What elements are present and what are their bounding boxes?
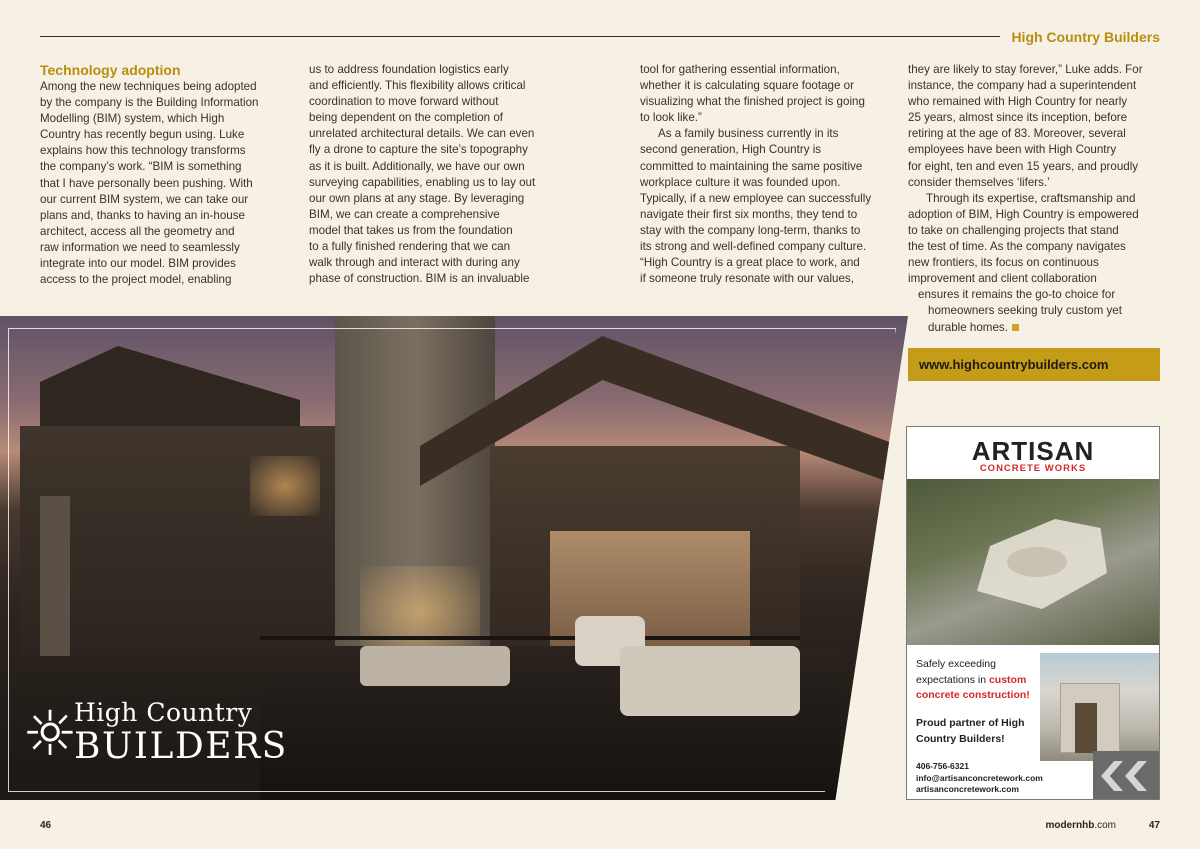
text-line: architect, access all the geometry and: [40, 224, 235, 238]
header-rule: [40, 36, 1000, 37]
company-logo: [14, 688, 288, 780]
ad-tagline: [916, 657, 1041, 704]
text-line: and efficiently. This flexibility allows critical: [309, 79, 526, 93]
text-line: as it is built. Additionally, we have our own: [309, 159, 525, 173]
column-2-text: [309, 62, 561, 287]
text-line: being dependent on the completion of: [309, 111, 504, 125]
header-brand: High Country Builders: [1011, 29, 1160, 45]
text-line: BIM, we can create a comprehensive: [309, 207, 500, 221]
ad-phone: 406-756-6321: [916, 761, 969, 771]
article-column-1: [40, 62, 292, 288]
chevron-left-icon: [1101, 761, 1123, 791]
artisan-ad[interactable]: [906, 426, 1160, 800]
site-bold: modernhb: [1045, 820, 1095, 831]
column-4-text-a: [908, 62, 1160, 191]
wooden-door: [1075, 703, 1097, 753]
text-line: us to address foundation logistics early: [309, 63, 509, 76]
ad-email: info@artisanconcretework.com: [916, 772, 1043, 783]
article-column-4: [908, 62, 1160, 336]
text-line: unrelated architectural details. We can even: [309, 127, 535, 141]
text-line: 25 years, almost since its inception, before: [908, 111, 1128, 125]
text-line: stay with the company long-term, thanks to: [640, 223, 861, 237]
text-line: retiring at the age of 83. Moreover, several: [908, 127, 1126, 141]
concrete-pool: [1007, 547, 1067, 577]
end-square-icon: [1012, 324, 1019, 331]
footer-site: [1045, 820, 1116, 831]
text-line: phase of construction. BIM is an invaluable: [309, 272, 530, 286]
article-column-2: [309, 62, 561, 287]
ram-emblem-icon: ☼: [22, 697, 78, 770]
text-line: adoption of BIM, High Country is empowered: [908, 207, 1139, 221]
text-line: visualizing what the finished project is going: [640, 95, 865, 109]
ad-subtitle: CONCRETE WORKS: [979, 463, 1087, 474]
text-line: our own plans at any stage. By leveraging: [309, 191, 525, 205]
text-line: improvement and client collaboration: [908, 272, 1097, 286]
text-line: our current BIM system, we can take our: [40, 192, 249, 206]
text-line: model that takes us from the foundation: [309, 223, 513, 237]
chevron-graphic-icon: [1093, 751, 1160, 800]
ad-title: ARTISAN: [971, 436, 1095, 466]
text-line: access to the project model, enabling: [40, 273, 232, 287]
text-line: instance, the company had a superintendent: [908, 79, 1137, 93]
section-heading: Technology adoption: [40, 62, 181, 78]
text-line: its strong and well-defined company culture.: [640, 240, 867, 254]
logo-line-1: High Country: [74, 698, 253, 727]
text-line: explains how this technology transforms: [40, 144, 246, 158]
text-line: by the company is the Building Information: [40, 96, 259, 110]
text-line: they are likely to stay forever,” Luke adds. For: [908, 63, 1143, 76]
text-line: the company’s work. “BIM is something: [40, 160, 242, 174]
text-line: homeowners seeking truly custom yet: [928, 304, 1122, 318]
text-line: consider themselves ‘lifers.’: [908, 175, 1050, 189]
text-line: whether it is calculating square footage or: [640, 79, 854, 93]
text-line: who remained with High Country for nearly: [908, 95, 1128, 109]
ad-website: artisanconcretework.com: [916, 784, 1019, 794]
ad-tagline-red: custom concrete construction!: [916, 673, 1030, 701]
text-line: raw information we need to seamlessly: [40, 240, 240, 254]
text-line: to look like.”: [640, 111, 702, 125]
column-3-text-a: [640, 62, 892, 126]
text-line: Country has recently begun using. Luke: [40, 128, 245, 142]
text-line: fly a drone to capture the site’s topography: [309, 143, 528, 157]
text-line: committed to maintaining the same positive: [640, 159, 863, 173]
ad-structure-photo: [1040, 653, 1160, 761]
site-rest: .com: [1094, 820, 1116, 831]
text-line: to a fully finished rendering that we can: [309, 240, 511, 254]
text-line: integrate into our model. BIM provides: [40, 257, 236, 271]
text-line: Modelling (BIM) system, which High: [40, 112, 225, 126]
text-line: plans and, thanks to having an in-house: [40, 208, 245, 222]
ad-partner: Proud partner of High Country Builders!: [916, 717, 1025, 745]
text-line: durable homes.: [908, 320, 1160, 336]
text-line: surveying capabilities, enabling us to lay out: [309, 175, 536, 189]
text-line: navigate their first six months, they tend to: [640, 207, 858, 221]
logo-line-2: BUILDERS: [74, 726, 288, 767]
text-line: that I have personally been pushing. With: [40, 176, 253, 190]
text-line: walk through and interact with during any: [309, 256, 520, 270]
text-line: employees have been with High Country: [908, 143, 1117, 157]
page-number-left: 46: [40, 820, 52, 831]
text-line: Through its expertise, craftsmanship and: [926, 191, 1136, 205]
text-line: second generation, High Country is: [640, 143, 822, 157]
column-4-text-b: [908, 191, 1160, 288]
text-line: ensures it remains the go-to choice for: [918, 288, 1116, 302]
text-line: “High Country is a great place to work, and: [640, 256, 860, 270]
column-4-text-c: [908, 287, 1160, 335]
text-line: workplace culture it was founded upon.: [640, 175, 841, 189]
article-column-3: [640, 62, 892, 287]
column-3-text-b: [640, 126, 892, 287]
text-line: tool for gathering essential information,: [640, 63, 840, 76]
text-line: to take on challenging projects that stand: [908, 223, 1119, 237]
text-line: Typically, if a new employee can successfully: [640, 191, 872, 205]
text-line: As a family business currently in its: [658, 127, 839, 141]
website-link[interactable]: www.highcountrybuilders.com: [908, 348, 1160, 381]
text-line: coordination to move forward without: [309, 95, 499, 109]
column-1-text: [40, 79, 292, 288]
text-line: new frontiers, its focus on continuous: [908, 256, 1099, 270]
ad-contact: [916, 761, 1043, 796]
text-line: if someone truly resonate with our values,: [640, 272, 854, 286]
page-number-right: 47: [1148, 820, 1160, 831]
chevron-left-icon: [1125, 761, 1147, 791]
text-line: for eight, ten and even 15 years, and proudly: [908, 159, 1139, 173]
text-line: Among the new techniques being adopted: [40, 80, 257, 93]
ad-aerial-photo: [907, 479, 1159, 645]
text-line: the test of time. As the company navigates: [908, 240, 1126, 254]
ad-tagline-pre: Safely exceeding expectations in: [916, 658, 996, 686]
